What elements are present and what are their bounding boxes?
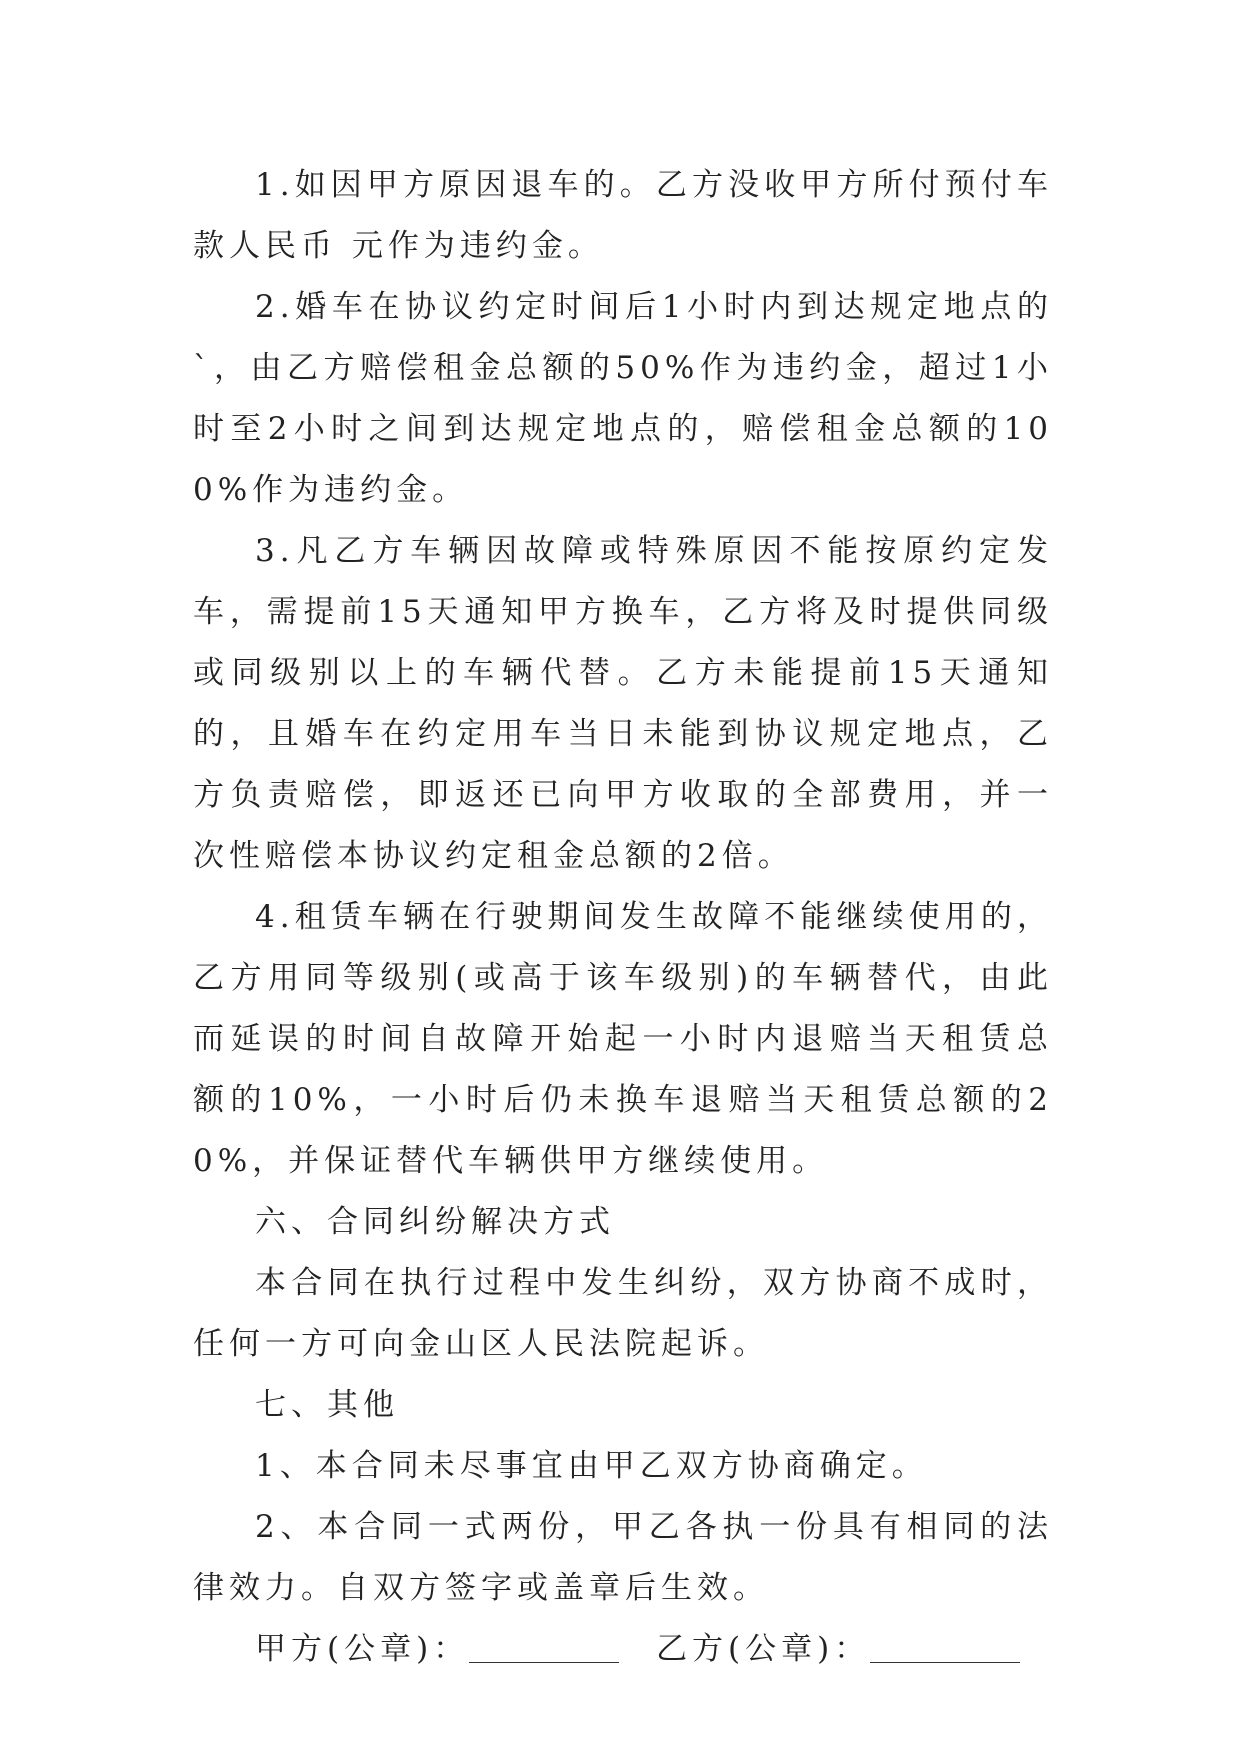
clause-2-late-arrival: 2.婚车在协议约定时间后1小时内到达规定地点的`，由乙方赔偿租金总额的50%作为违约金，超过1小时至2小时之间到达规定地点的，赔偿租金总额的100%作为违约金。 — [193, 289, 1053, 508]
document-page — [193, 155, 1053, 1680]
clause-1-refund: 1.如因甲方原因退车的。乙方没收甲方所付预付车款人民币 元作为违约金。 — [193, 167, 1053, 264]
party-a-seal-line — [469, 1632, 619, 1663]
disputes-body: 本合同在执行过程中发生纠纷，双方协商不成时，任何一方可向金山区人民法院起诉。 — [193, 1265, 1053, 1362]
section-heading-disputes: 六、合同纠纷解决方式 — [255, 1204, 615, 1240]
other-item-1: 1、本合同未尽事宜由甲乙双方协商确定。 — [255, 1448, 928, 1484]
party-b-seal-label: 乙方(公章)： — [656, 1631, 871, 1667]
party-a-seal-label: 甲方(公章)： — [255, 1631, 470, 1667]
clause-4-breakdown: 4.租赁车辆在行驶期间发生故障不能继续使用的，乙方用同等级别(或高于该车级别)的车辆替代，由此而延误的时间自故障开始起一小时内退赔当天租赁总额的10%，一小时后仍未换车退赔当天租赁总额的20%，并保证替代车辆供甲方继续使用。 — [193, 899, 1053, 1179]
signature-row — [193, 1619, 1053, 1680]
clause-3-vehicle-fault: 3.凡乙方车辆因故障或特殊原因不能按原约定发车，需提前15天通知甲方换车，乙方将及时提供同级或同级别以上的车辆代替。乙方未能提前15天通知的，且婚车在约定用车当日未能到协议规定地点，乙方负责赔偿，即返还已向甲方收取的全部费用，并一次性赔偿本协议约定租金总额的2倍。 — [193, 533, 1053, 874]
party-b-seal-line — [870, 1632, 1020, 1663]
section-heading-other: 七、其他 — [255, 1387, 399, 1423]
other-item-2: 2、本合同一式两份，甲乙各执一份具有相同的法律效力。自双方签字或盖章后生效。 — [193, 1509, 1053, 1606]
